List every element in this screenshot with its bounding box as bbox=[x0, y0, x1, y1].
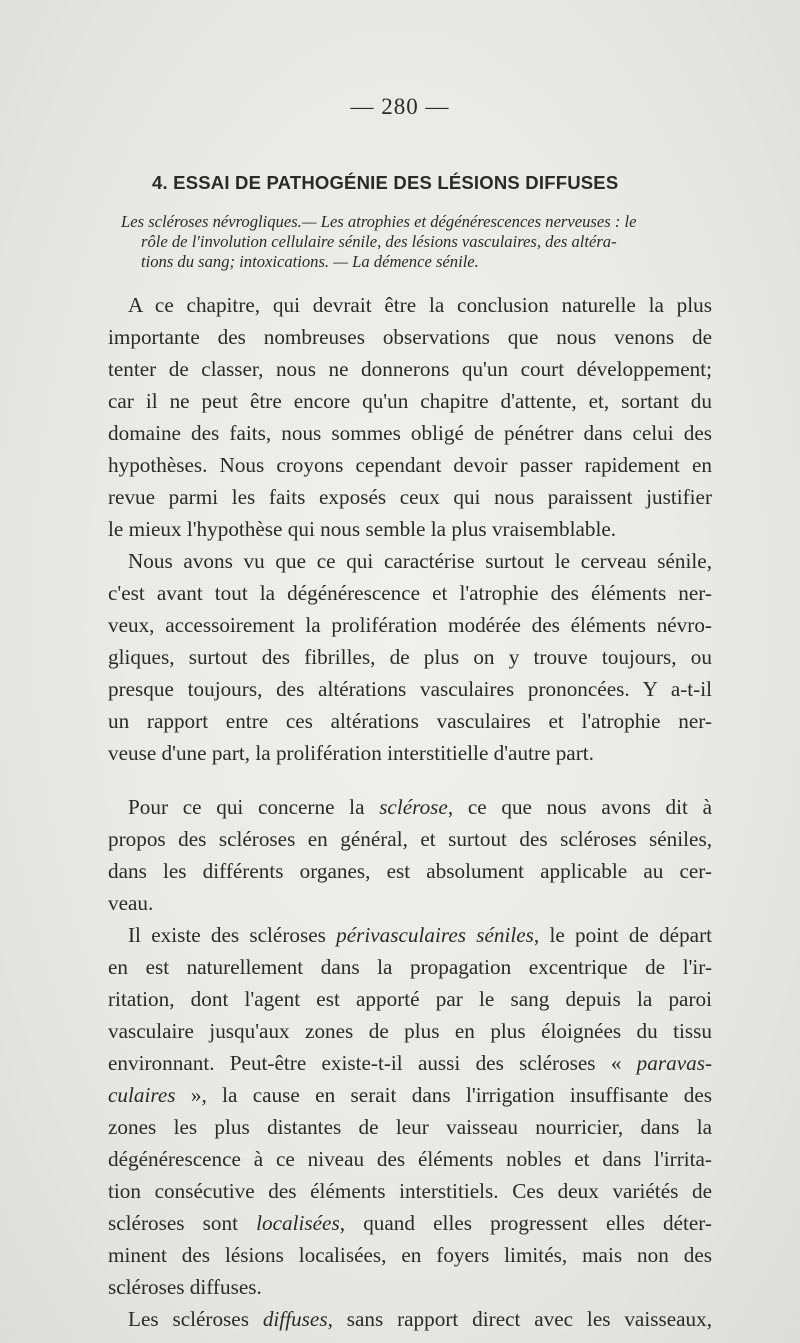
text-line: gliques, surtout des fibrilles, de plus on y trouve toujours, ou bbox=[108, 645, 712, 669]
text-line: veuse d'une part, la prolifération interstitielle d'autre part. bbox=[108, 741, 594, 765]
text-line: dégénérescence à ce niveau des éléments nobles et dans l'irrita- bbox=[108, 1147, 712, 1171]
text-run: , le point de départ bbox=[533, 923, 713, 947]
text-line bbox=[108, 791, 712, 823]
text-line: c'est avant tout la dégénérescence et l'atrophie des éléments ner- bbox=[108, 581, 712, 605]
text-line: vasculaire jusqu'aux zones de plus en plus éloignées du tissu bbox=[108, 1019, 712, 1043]
text-line: presque toujours, des altérations vasculaires prononcées. Y a-t-il bbox=[108, 677, 712, 701]
italic-term: localisées bbox=[256, 1211, 340, 1235]
text-line: scléroses diffuses. bbox=[108, 1275, 262, 1299]
italic-term: sclérose bbox=[379, 795, 448, 819]
text-run: Pour ce qui concerne la bbox=[128, 795, 380, 819]
italic-term: culaires bbox=[108, 1083, 176, 1107]
text-line bbox=[108, 1207, 712, 1239]
paragraph-2 bbox=[108, 545, 712, 769]
page-number: — 280 — bbox=[350, 94, 450, 119]
summary-line: rôle de l'involution cellulaire sénile, des lésions vasculaires, des altéra- bbox=[141, 232, 617, 251]
summary-line: Les scléroses névrogliques.— Les atrophies et dégénérescences nerveuses : le bbox=[121, 212, 637, 231]
paragraph-5 bbox=[108, 1303, 712, 1335]
italic-term: périvasculaires séniles bbox=[336, 923, 534, 947]
chapter-title: 4. ESSAI DE PATHOGÉNIE DES LÉSIONS DIFFUSES bbox=[152, 172, 619, 193]
text-run: , sans rapport direct avec les vaisseaux, bbox=[327, 1307, 713, 1331]
text-line: un rapport entre ces altérations vasculaires et l'atrophie ner- bbox=[108, 709, 712, 733]
text-line: tenter de classer, nous ne donnerons qu'un court développement; bbox=[108, 357, 712, 381]
paragraph-4 bbox=[108, 919, 712, 1303]
paragraph-1 bbox=[108, 289, 712, 545]
text-line: zones les plus distantes de leur vaisseau nourricier, dans la bbox=[108, 1115, 712, 1139]
body-text bbox=[108, 289, 712, 1335]
text-line: Nous avons vu que ce qui caractérise surtout le cerveau sénile, bbox=[128, 549, 712, 573]
text-line: A ce chapitre, qui devrait être la conclusion naturelle la plus bbox=[128, 293, 712, 317]
italic-term: diffuses bbox=[262, 1307, 328, 1331]
text-line: revue parmi les faits exposés ceux qui nous paraissent justifier bbox=[108, 485, 712, 509]
text-line: propos des scléroses en général, et surtout des scléroses séniles, bbox=[108, 827, 712, 851]
text-run: Il existe des scléroses bbox=[128, 923, 337, 947]
text-line: minent des lésions localisées, en foyers limités, mais non des bbox=[108, 1243, 712, 1267]
summary-line: tions du sang; intoxications. — La démence sénile. bbox=[141, 252, 479, 271]
paragraph-gap bbox=[108, 769, 712, 791]
italic-term: paravas- bbox=[636, 1051, 712, 1075]
text-line: en est naturellement dans la propagation excentrique de l'ir- bbox=[108, 955, 712, 979]
text-line: dans les différents organes, est absolument applicable au cer- bbox=[108, 859, 712, 883]
text-line: car il ne peut être encore qu'un chapitre d'attente, et, sortant du bbox=[108, 389, 712, 413]
text-line: importante des nombreuses observations que nous venons de bbox=[108, 325, 712, 349]
text-line: hypothèses. Nous croyons cependant devoir passer rapidement en bbox=[108, 453, 712, 477]
paragraph-3 bbox=[108, 791, 712, 919]
text-line: domaine des faits, nous sommes obligé de pénétrer dans celui des bbox=[108, 421, 712, 445]
text-line: veux, accessoirement la prolifération modérée des éléments névro- bbox=[108, 613, 712, 637]
text-line bbox=[108, 1079, 712, 1111]
text-run: Les scléroses bbox=[128, 1307, 263, 1331]
text-line bbox=[108, 1303, 712, 1335]
text-run: environnant. Peut-être existe-t-il aussi des scléroses « bbox=[108, 1051, 637, 1075]
text-line: le mieux l'hypothèse qui nous semble la plus vraisemblable. bbox=[108, 517, 617, 541]
chapter-summary bbox=[121, 212, 716, 272]
text-line: tion consécutive des éléments interstitiels. Ces deux variétés de bbox=[108, 1179, 712, 1203]
text-run: , ce que nous avons dit à bbox=[447, 795, 712, 819]
text-line bbox=[108, 919, 712, 951]
text-line: veau. bbox=[108, 891, 154, 915]
text-line bbox=[108, 1047, 712, 1079]
text-run: , quand elles progressent elles déter- bbox=[339, 1211, 712, 1235]
text-run: », la cause en serait dans l'irrigation insuffisante des bbox=[175, 1083, 712, 1107]
text-run: scléroses sont bbox=[108, 1211, 257, 1235]
text-line: ritation, dont l'agent est apporté par le sang depuis la paroi bbox=[108, 987, 712, 1011]
